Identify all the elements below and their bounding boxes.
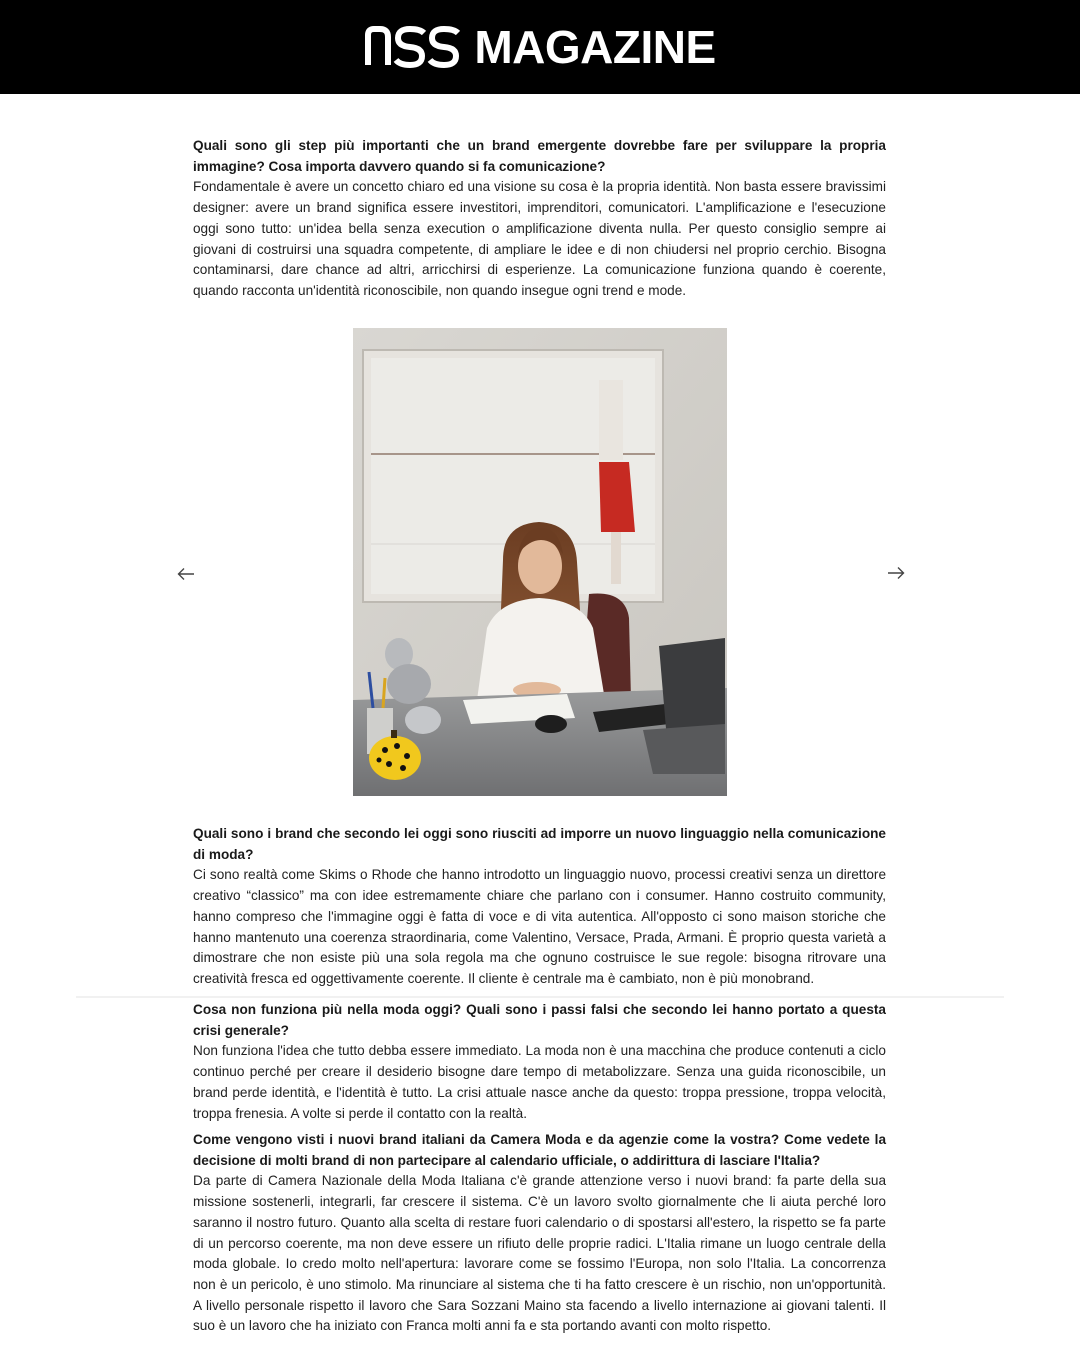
portrait-photo xyxy=(353,328,727,796)
nss-logo-mark-icon xyxy=(364,25,464,69)
gallery-prev-button[interactable] xyxy=(176,564,196,584)
question-2: Quali sono i brand che secondo lei oggi sono riusciti ad imporre un nuovo linguaggio nella comunicazione di moda? xyxy=(193,826,886,862)
qa-section-2 xyxy=(193,824,886,990)
qa-section-4 xyxy=(193,1130,886,1337)
answer-4: Da parte di Camera Nazionale della Moda Italiana c'è grande attenzione verso i nuovi brand: fa parte della sua missione sostenerli, integrarli, far crescere il sistema. C'è un lavoro svolto giornalmente che li aiuta perché loro saranno il nostro futuro. Quanto alla scelta di restare fuori calendario o di spostarsi all'estero, la rispetto se fa parte di un percorso coerente, ma non deve essere un rifiuto delle proprie radici. L'Italia rimane un luogo centrale della moda globale. Io credo molto nell'apertura: lavorare come se fossimo l'Europa, non solo l'Italia. La concorrenza non è un pericolo, è uno stimolo. Ma rinunciare al sistema che ti ha fatto crescere è un rischio, non un'opportunità. A livello personale rispetto il lavoro che Sara Sozzani Maino sta facendo a livello internazione ai giovani talenti. Il suo è un lavoro che ha iniziato con Franca molti anni fa e sta portando avanti con molto rispetto. xyxy=(193,1173,886,1334)
site-header xyxy=(0,0,1080,94)
question-3: Cosa non funziona più nella moda oggi? Quali sono i passi falsi che secondo lei hanno portato a questa crisi generale? xyxy=(193,1002,886,1038)
question-4: Come vengono visti i nuovi brand italiani da Camera Moda e da agenzie come la vostra? Come vedete la decisione di molti brand di non partecipare al calendario ufficiale, o addirittura di lasciare l'Italia? xyxy=(193,1132,886,1168)
qa-section-1 xyxy=(193,136,886,302)
section-divider xyxy=(76,996,1004,998)
site-logo[interactable] xyxy=(364,21,716,73)
gallery-next-button[interactable] xyxy=(886,563,906,583)
answer-1: Fondamentale è avere un concetto chiaro ed una visione su cosa è la propria identità. Non basta essere bravissimi designer: avere un brand significa essere investitori, imprenditori, comunicatori. L'amplificazione e l'esecuzione oggi sono tutto: un'idea bella senza execution o amplificazione diventa nulla. Per questo consiglio sempre ai giovani di costruirsi una squadra competente, di ampliare le idee e di non chiudersi nel proprio cerchio. Bisogna contaminarsi, dare chance ad altri, arricchirsi di esperienze. La comunicazione funziona quando è coerente, quando racconta un'identità riconoscibile, non quando insegue ogni trend e mode. xyxy=(193,179,886,298)
arrow-left-icon xyxy=(177,567,195,581)
answer-2: Ci sono realtà come Skims o Rhode che hanno introdotto un linguaggio nuovo, processi creativi senza un direttore creativo “classico” ma con idee estremamente chiare che parlano con i consumer. Hanno costruito community, hanno compreso che l'immagine oggi è fatta di voce e di vita autentica. All'opposto ci sono maison storiche che hanno mantenuto una coerenza straordinaria, come Valentino, Versace, Prada, Armani. È proprio questa varietà a dimostrare che non esiste più una sola regola ma che ognuno costruisce le sue regole: bisogna ritrovare una creatività fresca ed oggettivamente coerente. Il cliente è centrale ma è cambiato, non è più monobrand. xyxy=(193,867,886,986)
gallery-photo xyxy=(353,328,727,796)
arrow-right-icon xyxy=(887,566,905,580)
logo-text: MAGAZINE xyxy=(474,21,716,73)
question-1: Quali sono gli step più importanti che un brand emergente dovrebbe fare per sviluppare la propria immagine? Cosa importa davvero quando si fa comunicazione? xyxy=(193,138,886,174)
answer-3: Non funziona l'idea che tutto debba essere immediato. La moda non è una macchina che produce contenuti a ciclo continuo perché per creare il desiderio bisogne dare tempo di metabolizzare. Senza una guida riconoscibile, un brand perde identità, e l'identità è tutto. La crisi attuale nasce anche da questo: troppa pressione, troppa velocità, troppa frenesia. A volte si perde il contatto con la realtà. xyxy=(193,1043,886,1121)
qa-section-3 xyxy=(193,1000,886,1124)
